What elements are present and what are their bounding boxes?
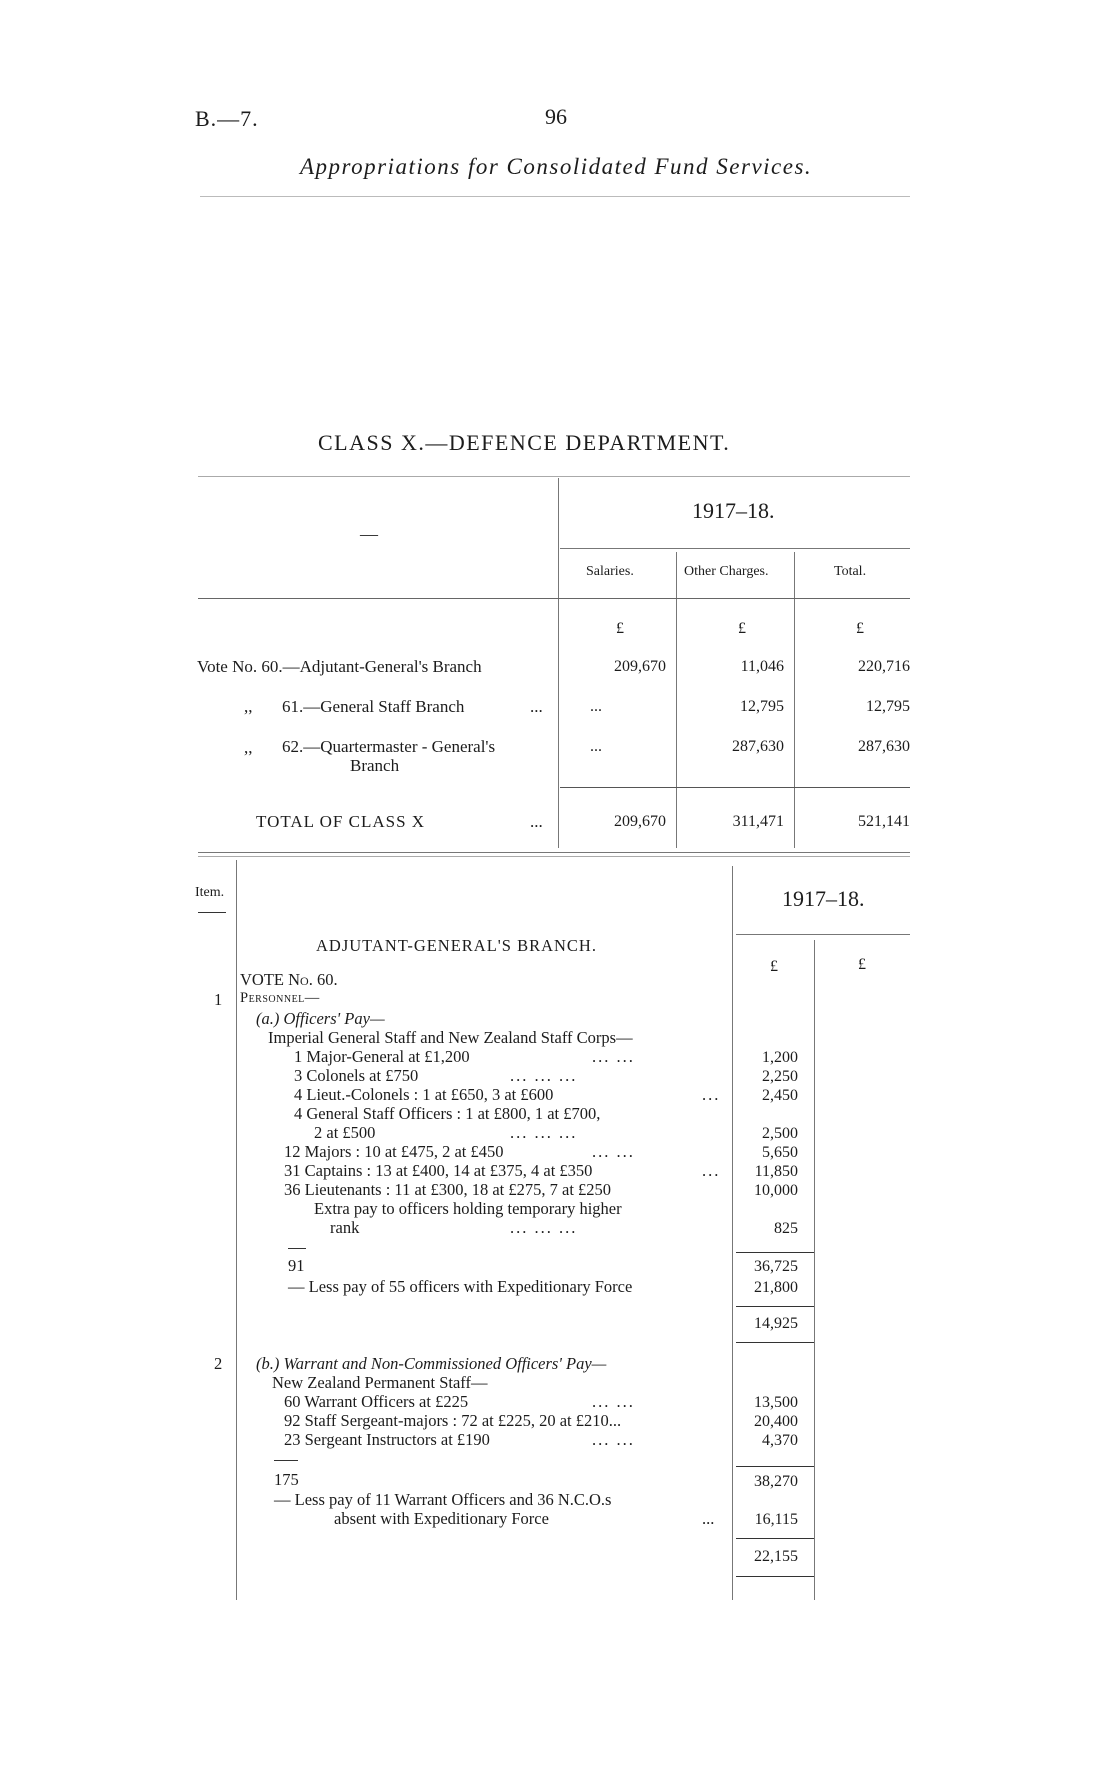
- header-rule: [200, 196, 910, 197]
- line-dots: ... ...: [592, 1430, 635, 1449]
- currency-total: £: [856, 620, 864, 637]
- summary-row-salaries: ...: [590, 698, 602, 715]
- summary-total-label: TOTAL OF CLASS X: [256, 812, 426, 831]
- summary-row-prefix: ,,: [244, 738, 253, 757]
- summary-row-other: 11,046: [740, 658, 784, 675]
- item-column-head: Item.: [195, 885, 225, 900]
- subtotal-amount: 36,725: [754, 1258, 798, 1275]
- line-dots: ... ... ...: [510, 1123, 578, 1142]
- personnel-heading: Personnel—: [240, 990, 320, 1006]
- line-amount: 2,500: [762, 1125, 798, 1142]
- count-rule: [274, 1460, 298, 1461]
- deduction-line-cont: absent with Expeditionary Force: [334, 1509, 549, 1528]
- line-dots: ... ...: [592, 1047, 635, 1066]
- line-item-cont: rank: [330, 1218, 360, 1237]
- line-amount: 11,850: [754, 1163, 798, 1180]
- page-number: 96: [545, 104, 567, 129]
- line-dots: ... ... ...: [510, 1218, 578, 1237]
- line-amount: 10,000: [754, 1182, 798, 1199]
- subtotal-rule: [736, 1252, 814, 1253]
- line-item: 3 Colonels at £750: [294, 1066, 419, 1085]
- officer-count: 91: [288, 1256, 305, 1275]
- line-amount: 825: [774, 1220, 798, 1237]
- line-dots: ... ...: [592, 1142, 635, 1161]
- deduction-amount: 16,115: [754, 1511, 798, 1528]
- summary-row-label: Vote No. 60.—Adjutant-General's Branch: [197, 657, 482, 676]
- subtotal-amount: 38,270: [754, 1473, 798, 1490]
- currency-other: £: [738, 620, 746, 637]
- document-reference: B.—7.: [195, 106, 259, 131]
- summary-row-label: 62.—Quartermaster - General's: [282, 737, 496, 756]
- summary-total-salaries: 209,670: [614, 813, 666, 830]
- summary-bottom-rule-2: [198, 856, 910, 857]
- deduction-line: — Less pay of 55 officers with Expeditionary Force: [288, 1277, 633, 1296]
- summary-head-rule: [198, 598, 910, 599]
- summary-top-rule: [198, 476, 910, 477]
- detail-currency-2: £: [858, 956, 866, 973]
- summary-col-divider-2: [794, 552, 795, 848]
- col-head-salaries: Salaries.: [586, 564, 634, 579]
- line-dots: ...: [702, 1161, 721, 1180]
- class-title: CLASS X.—DEFENCE DEPARTMENT.: [318, 430, 731, 455]
- subtotal-rule: [736, 1466, 814, 1467]
- net-rule: [736, 1538, 814, 1539]
- warrant-pay-heading: (b.) Warrant and Non-Commissioned Officers' Pay—: [256, 1354, 607, 1373]
- summary-row-total: 220,716: [858, 658, 910, 675]
- summary-total-total: 521,141: [858, 813, 910, 830]
- line-item: 36 Lieutenants : 11 at £300, 18 at £275, 7 at £250: [284, 1180, 612, 1199]
- summary-row-label-cont: Branch: [350, 756, 400, 775]
- amount-column-divider-2: [814, 940, 815, 1600]
- summary-year-rule: [560, 548, 910, 549]
- summary-total-dots: ...: [530, 812, 543, 831]
- line-item: 92 Staff Sergeant-majors : 72 at £225, 20 at £210...: [284, 1411, 622, 1430]
- item-number: 1: [214, 990, 223, 1009]
- line-item: 4 General Staff Officers : 1 at £800, 1 at £700,: [294, 1104, 601, 1123]
- line-dots: ...: [702, 1085, 721, 1104]
- summary-row-total: 12,795: [866, 698, 910, 715]
- officers-pay-heading: (a.) Officers' Pay—: [256, 1009, 385, 1028]
- line-item: 60 Warrant Officers at £225: [284, 1392, 469, 1411]
- line-item: 4 Lieut.-Colonels : 1 at £650, 3 at £600: [294, 1085, 554, 1104]
- page-title: Appropriations for Consolidated Fund Services.: [300, 154, 813, 179]
- item-column-divider: [236, 860, 237, 1600]
- line-dots: ...: [702, 1509, 715, 1528]
- summary-year-heading: 1917–18.: [692, 498, 775, 523]
- count-rule: [288, 1248, 306, 1249]
- net-rule: [736, 1306, 814, 1307]
- summary-row-dots: ...: [530, 697, 543, 716]
- line-amount: 4,370: [762, 1432, 798, 1449]
- currency-salaries: £: [616, 620, 624, 637]
- line-item: 31 Captains : 13 at £400, 14 at £375, 4 at £350: [284, 1161, 593, 1180]
- summary-bottom-rule: [198, 852, 910, 853]
- detail-year-heading: 1917–18.: [782, 886, 865, 911]
- summary-row-other: 287,630: [732, 738, 784, 755]
- branch-heading: ADJUTANT-GENERAL'S BRANCH.: [316, 936, 597, 955]
- deduction-amount: 21,800: [754, 1279, 798, 1296]
- col-head-other-charges: Other Charges.: [684, 564, 769, 579]
- line-amount: 5,650: [762, 1144, 798, 1161]
- summary-stub-dash: —: [360, 524, 378, 544]
- item-number: 2: [214, 1354, 223, 1373]
- line-amount: 1,200: [762, 1049, 798, 1066]
- line-amount: 2,450: [762, 1087, 798, 1104]
- deduction-line: — Less pay of 11 Warrant Officers and 36 N.C.O.s: [274, 1490, 612, 1509]
- line-amount: 2,250: [762, 1068, 798, 1085]
- imperial-staff-heading: Imperial General Staff and New Zealand Staff Corps—: [268, 1028, 633, 1047]
- nz-permanent-staff-heading: New Zealand Permanent Staff—: [272, 1373, 488, 1392]
- summary-subtotal-rule: [560, 787, 910, 788]
- summary-row-prefix: ,,: [244, 697, 253, 716]
- line-item: Extra pay to officers holding temporary higher: [314, 1199, 622, 1218]
- summary-row-other: 12,795: [740, 698, 784, 715]
- summary-row-salaries: ...: [590, 738, 602, 755]
- line-amount: 13,500: [754, 1394, 798, 1411]
- summary-total-other: 311,471: [732, 813, 784, 830]
- net-amount: 14,925: [754, 1315, 798, 1332]
- net-amount: 22,155: [754, 1548, 798, 1565]
- line-dots: ... ...: [592, 1392, 635, 1411]
- vote-heading: VOTE No. 60.: [240, 970, 338, 989]
- summary-row-total: 287,630: [858, 738, 910, 755]
- line-dots: ... ... ...: [510, 1066, 578, 1085]
- net-rule-bottom: [736, 1576, 814, 1577]
- summary-row-label: 61.—General Staff Branch: [282, 697, 465, 716]
- line-item: 1 Major-General at £1,200: [294, 1047, 470, 1066]
- detail-year-rule: [736, 934, 910, 935]
- line-item: 12 Majors : 10 at £475, 2 at £450: [284, 1142, 504, 1161]
- line-item-cont: 2 at £500: [314, 1123, 376, 1142]
- item-head-rule: [198, 912, 226, 913]
- detail-currency-1: £: [770, 958, 778, 975]
- line-amount: 20,400: [754, 1413, 798, 1430]
- nco-count: 175: [274, 1470, 299, 1489]
- col-head-total: Total.: [834, 564, 867, 579]
- net-rule-bottom: [736, 1342, 814, 1343]
- line-item: 23 Sergeant Instructors at £190: [284, 1430, 490, 1449]
- summary-row-salaries: 209,670: [614, 658, 666, 675]
